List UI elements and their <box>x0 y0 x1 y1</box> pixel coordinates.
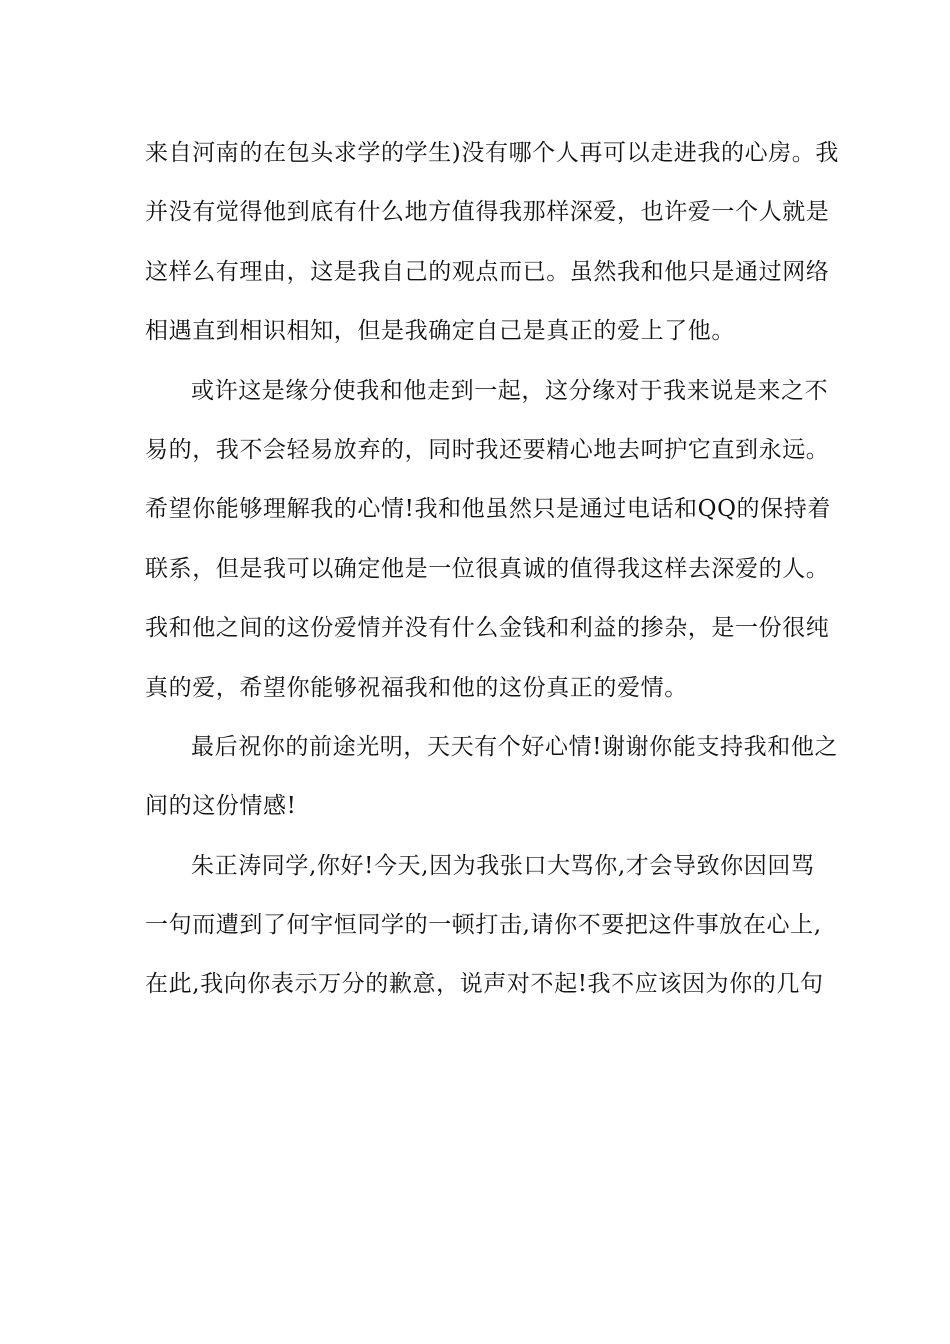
text-line: 真的爱，希望你能够祝福我和他的这份真正的爱情。 <box>145 674 688 701</box>
text-line: 间的这份情感! <box>145 793 297 820</box>
text-line: 在此,我向你表示万分的歉意，说声对不起!我不应该因为你的几句 <box>145 971 824 998</box>
text-line: 希望你能够理解我的心情!我和他虽然只是通过电话和QQ的保持着 <box>145 496 831 523</box>
text-line: 一句而遭到了何宇恒同学的一顿打击,请你不要把这件事放在心上, <box>145 912 822 939</box>
text-line: 并没有觉得他到底有什么地方值得我那样深爱，也许爱一个人就是 <box>145 199 830 226</box>
document-body <box>145 128 839 1019</box>
text-line: 来自河南的在包头求学的学生)没有哪个人再可以走进我的心房。我 <box>145 140 839 166</box>
text-line: 联系，但是我可以确定他是一位很真诚的值得我这样去深爱的人。 <box>145 555 830 582</box>
text-line: 我和他之间的这份爱情并没有什么金钱和利益的掺杂，是一份很纯 <box>145 615 830 642</box>
paragraph-first-line: 朱正涛同学,你好!今天,因为我张口大骂你,才会导致你因回骂 <box>191 852 815 879</box>
text-line: 这样么有理由，这是我自己的观点而已。虽然我和他只是通过网络 <box>145 258 830 285</box>
text-line: 易的，我不会轻易放弃的，同时我还要精心地去呵护它直到永远。 <box>145 436 830 463</box>
paragraph-first-line: 或许这是缘分使我和他走到一起，这分缘对于我来说是来之不 <box>191 377 829 404</box>
text-line: 相遇直到相识相知，但是我确定自己是真正的爱上了他。 <box>145 318 735 345</box>
paragraph-first-line: 最后祝你的前途光明，天天有个好心情!谢谢你能支持我和他之 <box>191 733 839 760</box>
